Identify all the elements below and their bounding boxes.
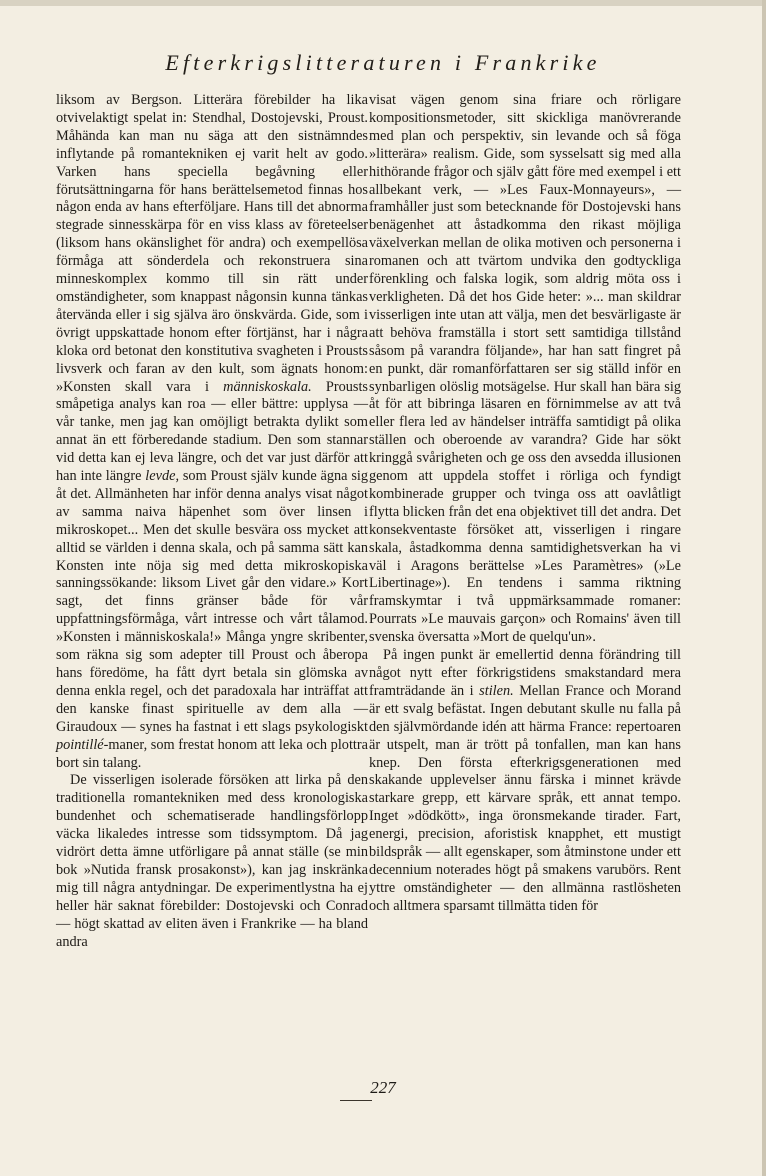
paragraph: De visserligen isolerade försöken att lirka på den traditionella romantekniken med dess kronologiska bundenhet och schematiserade handlingsförlopp väcka likaledes intresse som tidssymptom. Då jag vidrört detta ämne utförligare på annat ställe (se min bok »Nutida fransk prosakonst»), kan jag inskränka mig till några antydningar. De experimentlystna ha ej heller här saknat förebilder: Dostojevski och Conrad — högt skattad av eliten även i Frankrike — ha bland andra (56, 772, 368, 950)
running-head: Efterkrigslitteraturen i Frankrike (165, 50, 601, 75)
page-top-edge (0, 0, 766, 6)
left-column (56, 92, 368, 952)
paragraph: På ingen punkt är emellertid denna förändring till något nytt efter förkrigstidens smakstandard mera framträdande än i stilen. Mellan France och Morand är ett svalg befästat. Ingen debutant skulle nu falla på den självmördande idén att härma France: repertoaren är utspelt, man är trött på tonfallen, man kan hans knep. Den första efterkrigsgenerationen med skakande upplevelser ännu färska i minnet krävde starkare grepp, ett kärvare språk, ett annat tempo. Inget »dödkött», inga öronsmekande tirader. Fart, energi, precision, aforistisk knapphet, ett mustigt bildspråk — allt egenskaper, som åtminstone under ett decennium noterades högt på smakens varubörs. Rent yttre omständigheter — den allmänna rastlösheten och alltmera sparsamt tillmätta tiden för (369, 647, 681, 914)
paragraph: visat vägen genom sina friare och rörligare kompositionsmetoder, sitt skickliga manövrerande med plan och perspektiv, sin levande och så föga »litterära» realism. Gide, som sysselsatt sig med alla hithörande frågor och själv gått före med exempel i ett allbekant verk, — »Les Faux-Monnayeurs», — framhåller just som betecknande för Dostojevski hans benägenhet att åstadkomma den rikast möjliga växelverkan mellan de olika motiven och personerna i romanen och att tvärtom undvika den godtyckliga förenkling och falska logik, som aldrig möta oss i verkligheten. Då det hos Gide heter: »... man skildrar visserligen inte utan att välja, men det besvärligaste är att behöva framställa i stort sett samtidiga tillstånd såsom på varandra följande», har han satt fingret på en punkt, där romanförfattaren ser sig ställd inför en synbarligen olöslig motsägelse. Hur skall han bära sig åt för att bibringa läsaren en förnimmelse av att två eller flera led av händelser inträffa samtidigt på olika ställen och oberoende av varandra? Gide har sökt kringgå svårigheten och ge oss den avsedda illusionen genom att uppdela stoffet i rörliga och fyndigt kombinerade grupper och tvinga oss att oavlåtligt flytta blicken från det ena objektivet till det andra. Det konsekventaste försöket att, visserligen i ringare skala, åstadkomma denna samtidighetsverkan ha vi väl i Aragons berättelse »Les Paramètres» (»Le Libertinage»). En tendens i samma riktning framskymtar i två uppmärksammade romaner: Pourrats »Le mauvais garçon» och Romains' även till svenska översatta »Mort de quelqu'un». (369, 92, 681, 646)
page-number: 227 (370, 1078, 396, 1097)
right-column (369, 92, 681, 916)
paragraph: liksom av Bergson. Litterära förebilder ha lika otvivelaktigt spelat in: Stendhal, Dostojevski, Proust. Måhända kan man nu säga att den sistnämndes inflytande på romantekniken ej varit helt av godo. Varken hans speciella begåvning eller förutsättningarna för hans berättelsemetod finnas hos någon enda av hans efterföljare. Hans till det abnorma stegrade sinnesskärpa för en viss klass av företeelser (liksom hans okänslighet för andra) och exempellösa förmåga att sönderdela och rekonstruera sina minneskomplex kommo till sin rätt under omständigheter, som knappast någonsin kunna tänkas återvända eller i sig själva äro önskvärda. Gide, som i övrigt uppskattade honom efter förtjänst, har i några kloka ord betonat den konstitutiva svagheten i Prousts livsverk och faran av den kult, som ägnats honom: »Konsten skall vara i människoskala. Prousts småpetiga analys kan roa — eller bättre: upplysa — vår tanke, men jag kan omöjligt betrakta dylikt som annat än ett förberedande stadium. Den som stannar vid detta kan ej leva längre, och det var just därför att han inte längre levde, som Proust själv kunde ägna sig åt det. Allmänheten har inför denna analys visat något av samma naiva häpenhet som över linsen i mikroskopet... Men det skulle besvära oss mycket att alltid se världen i denna skala, och på samma sätt kan Konsten inte nöja sig med detta mikroskopiska sanningssökande: liksom Livet går den vidare.» Kort sagt, det finns gränser både för vår uppfattningsförmåga, vårt intresse och vårt tålamod. »Konsten i människoskala!» Många yngre skribenter, som räkna sig som adepter till Proust och åberopa hans föredöme, ha fått dyrt betala sin glömska av denna enkla regel, och det paradoxala har inträffat att den kanske finast spirituelle av dem alla — Giraudoux — synes ha fastnat i ett slags psykologiskt pointillé-maner, som frestat honom att leka och plottra bort sin talang. (56, 92, 368, 771)
page-right-edge (762, 0, 766, 1176)
page-number-underline (340, 1100, 372, 1101)
